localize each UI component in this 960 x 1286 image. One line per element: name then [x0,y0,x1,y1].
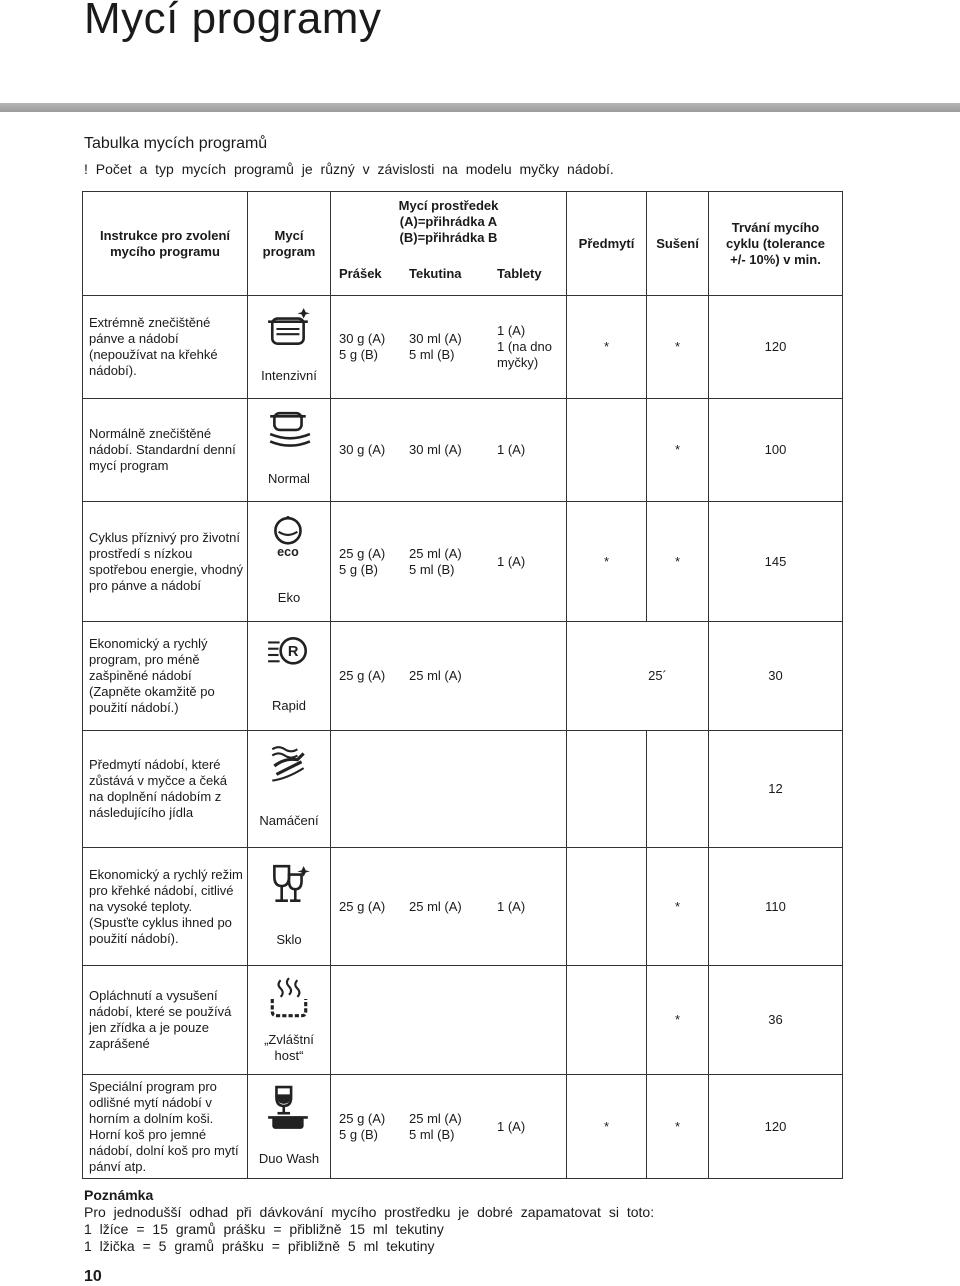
program-name: Namáčení [259,813,319,828]
header-prewash: Předmytí [567,192,647,296]
note-line-1: Pro jednodušší odhad při dávkování mycího prostředku je dobré zapamatovat si toto: [84,1204,655,1220]
tablets-amount: 1 (A) [497,898,526,914]
table-row [83,848,843,966]
rapid-r-icon [266,632,312,678]
prewash-value [567,731,647,848]
prewash-value: * [567,296,647,399]
soak-hand-icon [266,743,312,789]
row-detergent [331,848,567,966]
prewash-value: * [567,502,647,622]
eco-pot-icon [266,514,312,560]
drying-value [647,731,709,848]
header-detergent [331,192,567,296]
header-program: Mycí program [248,192,331,296]
note-title: Poznámka [84,1187,154,1203]
row-detergent [331,731,567,848]
header-liquid: Tekutina [409,266,462,281]
row-program [248,399,331,502]
liquid-amount: 30 ml (A) 5 ml (B) [409,331,462,362]
drying-value: * [647,399,709,502]
drying-value: * [647,296,709,399]
row-instructions: Speciální program pro odlišné mytí nádobí v horním a dolním koši. Horní koš pro jemné nádobí, dolní koš pro mytí pánví atp. [83,1075,248,1179]
steam-dish-icon [266,976,312,1022]
svg-text:eco: eco [277,544,299,559]
program-name: Sklo [276,932,302,947]
duration-value: 36 [709,966,843,1075]
table-row [83,296,843,399]
liquid-amount: 25 ml (A) 5 ml (B) [409,1110,462,1142]
program-name: Intenzivní [261,368,317,383]
row-program [248,502,331,622]
note-line-2: 1 lžíce = 15 gramů prášku = přibližně 15 ml tekutiny [84,1221,444,1237]
row-detergent [331,296,567,399]
program-name: Duo Wash [258,1151,320,1166]
row-instructions: Extrémně znečištěné pánve a nádobí (nepoužívat na křehké nádobí). [83,296,248,399]
program-name: Eko [277,590,301,605]
tablets-amount: 1 (A) 1 (na dno myčky) [497,323,552,370]
prewash-drying-value: 25´ [567,622,709,731]
glass-pot-icon [266,1085,312,1131]
table-row [83,731,843,848]
duration-value: 145 [709,502,843,622]
table-header-row [83,192,843,296]
section-title: Tabulka mycích programů [84,135,268,152]
powder-amount: 30 g (A) [339,442,386,457]
liquid-amount: 25 ml (A) [409,898,462,914]
drying-value: * [647,966,709,1075]
table-row [83,622,843,731]
note-block [84,1187,654,1255]
duration-value: 12 [709,731,843,848]
prewash-value: * [567,1075,647,1179]
liquid-amount: 25 ml (A) 5 ml (B) [409,545,462,577]
pot-sparkle-icon [266,306,312,352]
duration-value: 120 [709,1075,843,1179]
liquid-amount: 30 ml (A) [409,442,462,457]
row-instructions: Ekonomický a rychlý program, pro méně zašpiněné nádobí (Zapněte okamžitě po použití nádobí.) [83,622,248,731]
duration-value: 110 [709,848,843,966]
powder-amount: 25 g (A) 5 g (B) [339,1110,386,1142]
powder-amount: 30 g (A) 5 g (B) [339,331,386,362]
page-number: 10 [84,1268,102,1285]
row-program [248,848,331,966]
duration-value: 30 [709,622,843,731]
header-rule [0,103,960,112]
header-detergent-label: Mycí prostředek (A)=přihrádka A (B)=přihrádka B [398,198,499,245]
program-name: Rapid [272,698,306,713]
section-note: ! Počet a typ mycích programů je různý v závislosti na modelu myčky nádobí. [84,161,614,177]
row-instructions: Předmytí nádobí, které zůstává v myčce a čeká na doplnění nádobím z následujícího jídla [83,731,248,848]
row-detergent [331,966,567,1075]
powder-amount: 25 g (A) [339,668,386,683]
table-row [83,966,843,1075]
tablets-amount: 1 (A) [497,553,526,569]
header-powder: Prášek [339,266,382,281]
row-instructions: Opláchnutí a vysušení nádobí, které se používá jen zřídka a je pouze zaprášené [83,966,248,1075]
note-line-3: 1 lžička = 5 gramů prášku = přibližně 5 ml tekutiny [84,1238,435,1254]
table-row [83,502,843,622]
row-instructions: Ekonomický a rychlý režim pro křehké nádobí, citlivé na vysoké teploty. (Spusťte cyklus ihned po použití nádobí). [83,848,248,966]
svg-text:R: R [287,644,299,661]
prewash-value [567,399,647,502]
tablets-amount: 1 (A) [497,442,526,457]
row-detergent [331,399,567,502]
programs-table [82,191,843,1179]
header-drying: Sušení [647,192,709,296]
powder-amount: 25 g (A) 5 g (B) [339,545,386,577]
row-detergent [331,622,567,731]
duration-value: 100 [709,399,843,502]
row-instructions: Normálně znečištěné nádobí. Standardní denní mycí program [83,399,248,502]
drying-value: * [647,502,709,622]
drying-value: * [647,848,709,966]
header-instructions: Instrukce pro zvolení mycího programu [83,192,248,296]
powder-amount: 25 g (A) [339,898,386,914]
row-program [248,296,331,399]
liquid-amount: 25 ml (A) [409,668,462,683]
prewash-value [567,966,647,1075]
row-program [248,966,331,1075]
row-instructions: Cyklus příznivý pro životní prostředí s nízkou spotřebou energie, vhodný pro pánve a nádobí [83,502,248,622]
tablets-amount: 1 (A) [497,1118,526,1134]
program-name: „Zvláštní host“ [264,1032,314,1063]
drying-value: * [647,1075,709,1179]
header-duration: Trvání mycího cyklu (tolerance +/- 10%) v min. [709,192,843,296]
row-program [248,622,331,731]
table-row [83,399,843,502]
row-detergent [331,1075,567,1179]
page-title: Mycí programy [84,0,382,43]
row-program [248,731,331,848]
row-program [248,1075,331,1179]
pot-waves-icon [266,409,312,455]
row-detergent [331,502,567,622]
prewash-value [567,848,647,966]
table-row [83,1075,843,1179]
duration-value: 120 [709,296,843,399]
program-name: Normal [268,471,310,486]
wine-glass-icon [266,862,312,908]
header-tablets: Tablety [497,266,542,281]
